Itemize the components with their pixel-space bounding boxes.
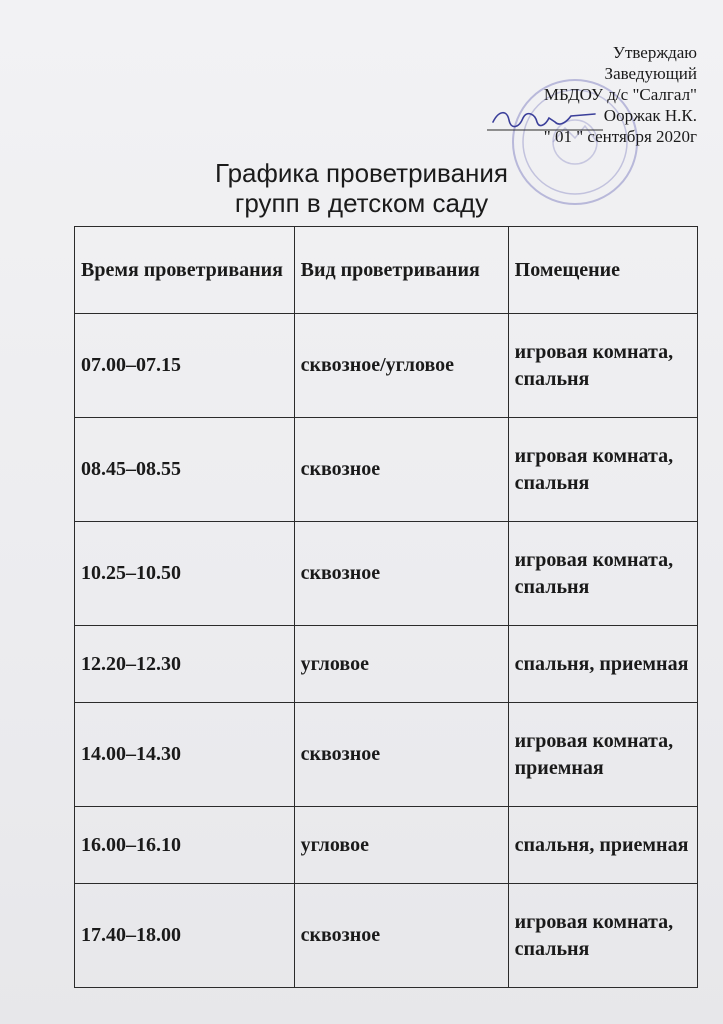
table-row bbox=[75, 807, 698, 884]
page-title bbox=[0, 158, 723, 218]
cell-type: сквозное bbox=[294, 703, 508, 807]
table-row bbox=[75, 522, 698, 626]
cell-type: угловое bbox=[294, 807, 508, 884]
ventilation-schedule-table bbox=[74, 226, 698, 988]
cell-type: сквозное bbox=[294, 884, 508, 988]
cell-room: игровая комната, спальня bbox=[508, 314, 697, 418]
table-row bbox=[75, 314, 698, 418]
column-header-time: Время проветривания bbox=[75, 227, 295, 314]
cell-time: 08.45–08.55 bbox=[75, 418, 295, 522]
approval-line-approve: Утверждаю bbox=[612, 43, 697, 62]
cell-room: игровая комната, спальня bbox=[508, 418, 697, 522]
cell-time: 14.00–14.30 bbox=[75, 703, 295, 807]
table-row bbox=[75, 626, 698, 703]
approval-line-name: Ооржак Н.К. bbox=[603, 106, 697, 125]
cell-type: сквозное bbox=[294, 522, 508, 626]
table-row bbox=[75, 418, 698, 522]
column-header-room: Помещение bbox=[508, 227, 697, 314]
approval-line-position: Заведующий bbox=[604, 64, 697, 83]
cell-room: игровая комната, приемная bbox=[508, 703, 697, 807]
cell-room: спальня, приемная bbox=[508, 626, 697, 703]
cell-type: сквозное/угловое bbox=[294, 314, 508, 418]
cell-time: 17.40–18.00 bbox=[75, 884, 295, 988]
cell-room: игровая комната, спальня bbox=[508, 884, 697, 988]
column-header-type: Вид проветривания bbox=[294, 227, 508, 314]
cell-room: спальня, приемная bbox=[508, 807, 697, 884]
signature-icon bbox=[485, 100, 605, 140]
table-row bbox=[75, 884, 698, 988]
cell-time: 10.25–10.50 bbox=[75, 522, 295, 626]
approval-line-date: " 01 " сентября 2020г bbox=[543, 127, 697, 146]
table-header-row bbox=[75, 227, 698, 314]
table-row bbox=[75, 703, 698, 807]
title-line-1: Графика проветривания bbox=[214, 158, 509, 188]
cell-room: игровая комната, спальня bbox=[508, 522, 697, 626]
cell-time: 16.00–16.10 bbox=[75, 807, 295, 884]
cell-type: угловое bbox=[294, 626, 508, 703]
cell-time: 12.20–12.30 bbox=[75, 626, 295, 703]
approval-line-organization: МБДОУ д/с "Салгал" bbox=[543, 85, 697, 104]
cell-type: сквозное bbox=[294, 418, 508, 522]
title-line-2: групп в детском саду bbox=[234, 188, 489, 218]
cell-time: 07.00–07.15 bbox=[75, 314, 295, 418]
